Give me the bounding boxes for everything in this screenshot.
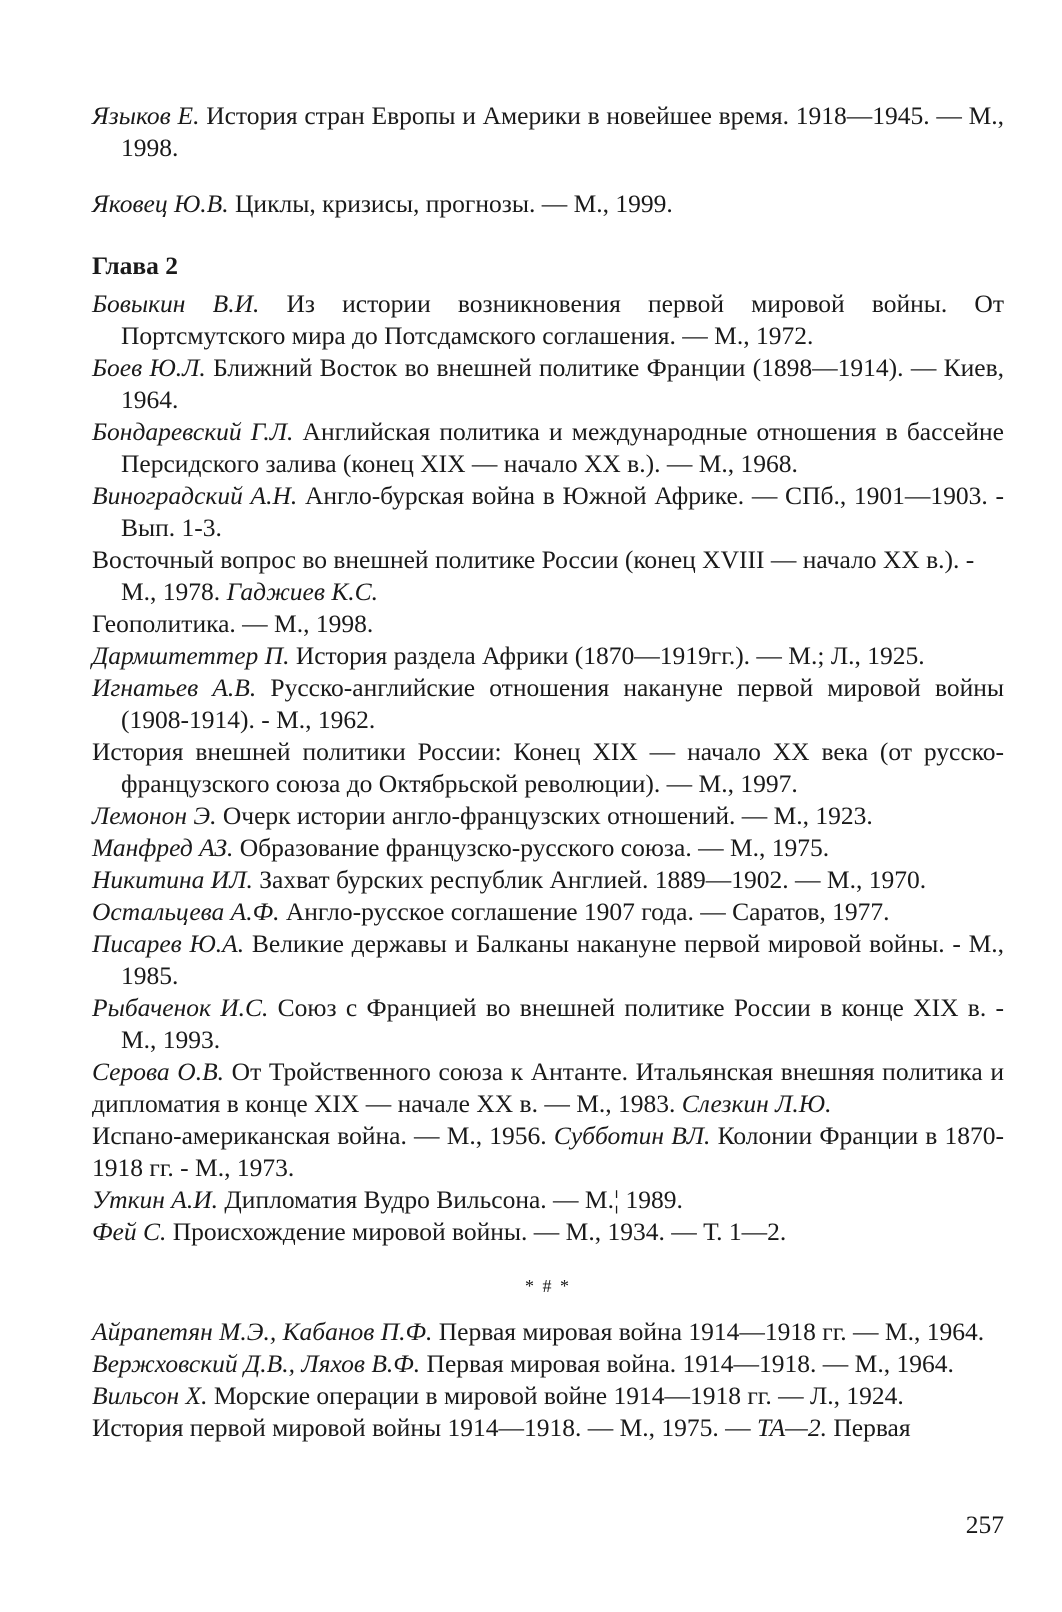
section-separator: * # * [525, 1276, 571, 1296]
entry-author: Серова О.В. [92, 1057, 225, 1086]
entry-author: Вильсон X. [92, 1381, 208, 1410]
entry-text: Испано-американская война. — М., 1956. [92, 1121, 554, 1150]
bibliography-entry [92, 352, 1004, 416]
entry-author: Фей С. [92, 1217, 167, 1246]
entry-text: Колонии Франции в 1870-1918 гг. - М., 1973. [92, 1121, 1004, 1182]
bibliography-entry [92, 188, 1004, 220]
entry-text: Происхождение мировой войны. — М., 1934. — Т. 1—2. [166, 1217, 787, 1246]
bibliography-page [92, 100, 1004, 1444]
bibliography-entry [92, 1316, 1004, 1348]
bibliography-entry [92, 736, 1004, 800]
bibliography-entry [92, 672, 1004, 736]
entry-text: Морские операции в мировой войне 1914—1918 гг. — Л., 1924. [207, 1381, 904, 1410]
entry-text: Захват бурских республик Англией. 1889—1902. — М., 1970. [252, 865, 927, 894]
entry-author: Боев Ю.Л. [92, 353, 206, 382]
bibliography-entry [92, 864, 1004, 896]
entry-author: Субботин ВЛ. [553, 1121, 711, 1150]
page-number: 257 [965, 1510, 1004, 1539]
bibliography-entry [92, 416, 1004, 480]
entry-author: Писарев Ю.А. [92, 929, 245, 958]
entry-author: Манфред АЗ. [92, 833, 234, 862]
entry-author: Айрапетян М.Э., Кабанов П.Ф. [92, 1317, 433, 1346]
bibliography-entry [92, 640, 1004, 672]
bibliography-entry [92, 800, 1004, 832]
entry-text: Англо-бурская война в Южной Африке. — СПб., 1901—1903. - Вып. 1-3. [121, 481, 1004, 542]
entry-text: Циклы, кризисы, прогнозы. — М., 1999. [228, 189, 673, 218]
entry-text: Очерк истории англо-французских отношений. — М., 1923. [216, 801, 873, 830]
entry-text: История первой мировой войны 1914—1918. — М., 1975. — [92, 1413, 758, 1442]
bibliography-entry [92, 992, 1004, 1056]
entry-author: Бовыкин В.И. [92, 289, 260, 318]
bibliography-entry [92, 1412, 1004, 1444]
bibliography-entry [92, 1216, 1004, 1248]
entry-author: Остальцева А.Ф. [92, 897, 280, 926]
entry-author: Лемонон Э. [92, 801, 217, 830]
entry-author: Рыбаченок И.С. [92, 993, 269, 1022]
entry-author: Бондаревский Г.Л. [92, 417, 294, 446]
entry-author: Уткин А.И. [92, 1185, 219, 1214]
entry-text: Первая мировая война 1914—1918 гг. — М., 1964. [432, 1317, 985, 1346]
entry-text: Союз с Францией во внешней политике России в конце XIX в. - М., 1993. [121, 993, 1004, 1054]
bibliography-entry [92, 928, 1004, 992]
bibliography-entry [92, 544, 1004, 608]
bibliography-entry [92, 1184, 1004, 1216]
entry-text: Из истории возникновения первой мировой войны. От Портсмутского мира до Потсдамского соглашения. — М., 1972. [121, 289, 1004, 350]
bibliography-entry [92, 1056, 1004, 1120]
entry-author: Языков Е. [92, 101, 200, 130]
entry-text: История раздела Африки (1870—1919гг.). — М.; Л., 1925. [289, 641, 925, 670]
bibliography-entry [92, 608, 1004, 640]
bibliography-entry [92, 896, 1004, 928]
bibliography-entry [92, 1348, 1004, 1380]
entry-text: Первая мировая война. 1914—1918. — М., 1964. [420, 1349, 954, 1378]
bibliography-entry [92, 1380, 1004, 1412]
entry-text: Геополитика. — М., 1998. [92, 609, 374, 638]
entry-author: Никитина ИЛ. [92, 865, 253, 894]
entry-text: Ближний Восток во внешней политике Франции (1898—1914). — Киев, 1964. [121, 353, 1004, 414]
entry-text: Великие державы и Балканы накануне первой мировой войны. - М., 1985. [121, 929, 1005, 990]
bibliography-entry [92, 100, 1004, 164]
bibliography-entry [92, 288, 1004, 352]
entry-author: Яковец Ю.В. [92, 189, 229, 218]
entry-text: Восточный вопрос во внешней политике России (конец XVIII — начало XX в.). - М., 1978. [92, 545, 975, 606]
entry-text: Первая [826, 1413, 911, 1442]
bibliography-entry [92, 1120, 1004, 1184]
entry-text: Дипломатия Вудро Вильсона. — М.¦ 1989. [218, 1185, 683, 1214]
chapter-heading: Глава 2 [92, 251, 179, 280]
entry-author: Дармштеттер П. [92, 641, 290, 670]
entry-text: Русско-английские отношения накануне первой мировой войны (1908-1914). - М., 1962. [121, 673, 1004, 734]
entry-author: Гаджиев К.С. [226, 577, 379, 606]
entry-author: Игнатьев А.В. [92, 673, 257, 702]
entry-text: От Тройственного союза к Антанте. Итальянская внешняя политика и дипломатия в конце XIX — начале XX в. — М., 1983. [92, 1057, 1005, 1118]
bibliography-entry [92, 480, 1004, 544]
entry-text: История внешней политики России: Конец XIX — начало XX века (от русско-французского союза до Октябрьской революции). — М., 1997. [92, 737, 1004, 798]
entry-text: История стран Европы и Америки в новейшее время. 1918—1945. — М., 1998. [121, 101, 1004, 162]
bibliography-entry [92, 832, 1004, 864]
entry-text: Англо-русское соглашение 1907 года. — Саратов, 1977. [279, 897, 890, 926]
entry-text: Образование французско-русского союза. — М., 1975. [233, 833, 830, 862]
entry-author: ТА—2. [757, 1413, 827, 1442]
entry-author: Слезкин Л.Ю. [681, 1089, 832, 1118]
entry-author: Вержховский Д.В., Ляхов В.Ф. [92, 1349, 421, 1378]
entry-author: Виноградский А.Н. [92, 481, 298, 510]
entry-text: Английская политика и международные отношения в бассейне Персидского залива (конец XIX — начало XX в.). — М., 1968. [121, 417, 1004, 478]
